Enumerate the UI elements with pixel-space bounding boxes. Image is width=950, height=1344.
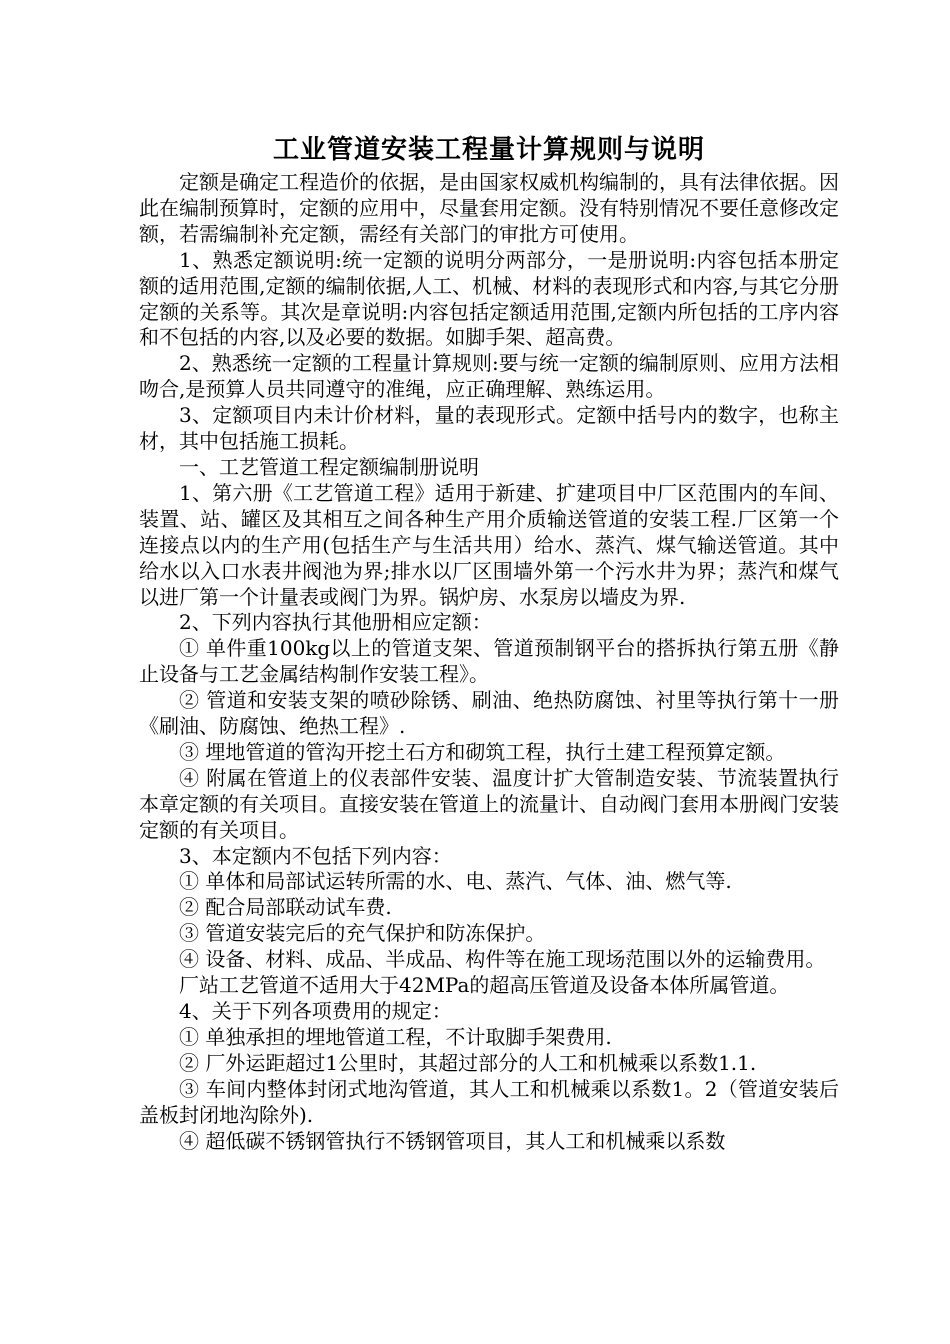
paragraph-high-pressure: 厂站工艺管道不适用大于42MPa的超高压管道及设备本体所属管道。 [179, 973, 790, 998]
paragraph-fees: 4、关于下列各项费用的规定： [179, 999, 452, 1023]
list-item-4-4: ④ 超低碳不锈钢管执行不锈钢管项目，其人工和机械乘以系数 [179, 1128, 726, 1153]
list-item-4-2: ② 厂外运距超过1公里时，其超过部分的人工和机械乘以系数1.1. [179, 1050, 757, 1075]
paragraph-item-1: 1、熟悉定额说明:统一定额的说明分两部分，一是册说明:内容包括本册定额的适用范围,定额的编制依据,人工、机械、材料的表现形式和内容,与其它分册定额的关系等。其次是章说明:内容包括定额适用范围,定额内所包括的工序内容和不包括的内容,以及必要的数据。如脚手架、超高费。 [139, 247, 839, 350]
list-item-4-3: ③ 车间内整体封闭式地沟管道，其人工和机械乘以系数1。2（管道安装后盖板封闭地沟除外). [139, 1076, 839, 1127]
list-item-2-3: ③ 埋地管道的管沟开挖土石方和砌筑工程，执行土建工程预算定额。 [179, 739, 786, 764]
list-item-2-1: ① 单件重100kg以上的管道支架、管道预制钢平台的搭拆执行第五册《静止设备与工艺金属结构制作安装工程》。 [139, 636, 839, 687]
list-item-3-3: ③ 管道安装完后的充气保护和防冻保护。 [179, 921, 546, 946]
document-page [139, 130, 839, 1154]
section-heading-1: 一、工艺管道工程定额编制册说明 [179, 454, 479, 479]
document-title: 工业管道安装工程量计算规则与说明 [272, 135, 705, 165]
paragraph-item-2: 2、熟悉统一定额的工程量计算规则:要与统一定额的编制原则、应用方法相吻合,是预算人员共同遵守的准绳，应正确理解、熟练运用。 [139, 351, 839, 402]
list-item-3-4: ④ 设备、材料、成品、半成品、构件等在施工现场范围以外的运输费用。 [179, 947, 826, 972]
paragraph-scope: 1、第六册《工艺管道工程》适用于新建、扩建项目中厂区范围内的车间、装置、站、罐区及其相互之间各种生产用介质输送管道的安装工程.厂区第一个连接点以内的生产用(包括生产与生活共用）给水、蒸汽、煤气输送管道。其中给水以入口水表井阀池为界;排水以厂区围墙外第一个污水井为界；蒸汽和煤气以进厂第一个计量表或阀门为界。锅炉房、水泵房以墙皮为界. [139, 480, 839, 609]
list-item-3-2: ② 配合局部联动试车费. [179, 895, 392, 920]
paragraph-item-3: 3、定额项目内未计价材料，量的表现形式。定额中括号内的数字，也称主材，其中包括施工损耗。 [139, 403, 839, 454]
list-item-2-2: ② 管道和安装支架的喷砂除锈、刷油、绝热防腐蚀、衬里等执行第十一册《刷油、防腐蚀、绝热工程》. [139, 688, 839, 739]
paragraph-other-volumes: 2、下列内容执行其他册相应定额： [179, 610, 492, 635]
list-item-4-1: ① 单独承担的埋地管道工程，不计取脚手架费用. [179, 1024, 612, 1049]
paragraph-exclusions: 3、本定额内不包括下列内容： [179, 843, 452, 868]
paragraph-intro: 定额是确定工程造价的依据，是由国家权威机构编制的，具有法律依据。因此在编制预算时，定额的应用中，尽量套用定额。没有特别情况不要任意修改定额，若需编制补充定额，需经有关部门的审批方可使用。 [139, 170, 839, 246]
list-item-3-1: ① 单体和局部试运转所需的水、电、蒸汽、气体、油、燃气等. [179, 869, 732, 894]
list-item-2-4: ④ 附属在管道上的仪表部件安装、温度计扩大管制造安装、节流装置执行本章定额的有关项目。直接安装在管道上的流量计、自动阀门套用本册阀门安装定额的有关项目。 [139, 765, 839, 842]
